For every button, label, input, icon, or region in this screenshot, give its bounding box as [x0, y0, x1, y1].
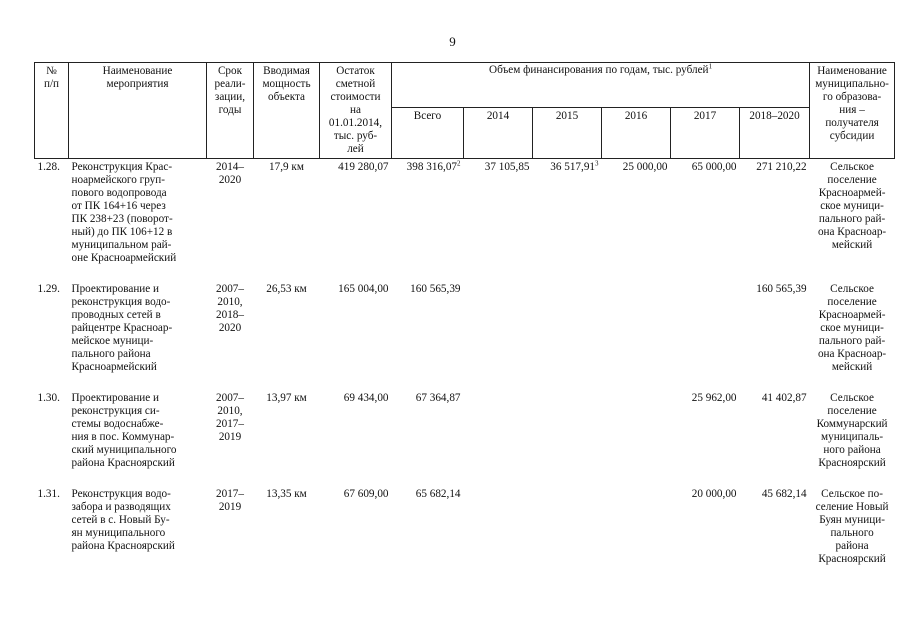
row-term: 2017– 2019 — [216, 488, 244, 513]
header-funding-group: Объем финансирования по годам, тыс. рублей$^1$ — [392, 63, 810, 108]
row-name: Реконструкция водо- забора и разводящих сетей в с. Новый Бу- ян муниципального района Красноярский — [71, 488, 175, 552]
row-capacity: 13,97 км — [266, 392, 307, 404]
row-2018-2020: 41 402,87 — [761, 392, 807, 404]
row-2014 — [464, 277, 533, 386]
row-2017: 20 000,00 — [691, 488, 737, 500]
header-2014: 2014 — [464, 108, 533, 159]
row-term: 2007– 2010, 2018– 2020 — [216, 283, 244, 334]
row-recipient: Сельское поселение Красноармей- ское муници- пального рай- она Красноар- мейский — [817, 283, 887, 373]
row-remainder: 67 609,00 — [343, 488, 389, 500]
row-total: 398 316,07$^2$ — [406, 159, 461, 173]
table-row — [35, 159, 895, 278]
row-recipient: Сельское поселение Красноармей- ское муници- пального рай- она Красноар- мейский — [817, 161, 887, 251]
row-2014: 37 105,85 — [484, 161, 530, 173]
row-remainder: 419 280,07 — [338, 161, 389, 173]
row-capacity: 13,35 км — [266, 488, 307, 500]
header-capacity: Вводимая мощность объекта — [254, 63, 320, 159]
table-row — [35, 482, 895, 578]
row-recipient: Сельское по- селение Новый Буян муници- пального района Красноярский — [815, 488, 889, 565]
table-row — [35, 386, 895, 482]
row-2018-2020: 45 682,14 — [761, 488, 807, 500]
row-name: Реконструкция Крас- ноармейского груп- пового водопровода от ПК 164+16 через ПК 238+23 (поворот- ный) до ПК 106+12 в муниципальном рай- оне Красноармейский — [71, 161, 177, 264]
header-2017: 2017 — [671, 108, 740, 159]
page-number: 9 — [449, 34, 456, 49]
row-total: 65 682,14 — [415, 488, 461, 500]
row-index: 1.28. — [37, 161, 60, 173]
row-2014 — [464, 482, 533, 578]
header-remainder: Остаток сметной стоимости на 01.01.2014, тыс. руб- лей — [320, 63, 392, 159]
row-term: 2007– 2010, 2017– 2019 — [216, 392, 244, 443]
row-2015 — [533, 386, 602, 482]
financing-table — [34, 62, 895, 578]
row-2016 — [602, 386, 671, 482]
row-2015: 36 517,91$^3$ — [550, 159, 599, 173]
row-term: 2014– 2020 — [216, 161, 244, 186]
header-2016: 2016 — [602, 108, 671, 159]
row-index: 1.30. — [37, 392, 60, 404]
row-2018-2020: 271 210,22 — [756, 161, 807, 173]
row-2014 — [464, 386, 533, 482]
row-2016: 25 000,00 — [622, 161, 668, 173]
row-index: 1.31. — [37, 488, 60, 500]
row-name: Проектирование и реконструкция водо- проводных сетей в райцентре Красноар- мейское муници- пального района Красноармейский — [71, 283, 173, 373]
header-name: Наименование мероприятия — [69, 63, 207, 159]
row-2018-2020: 160 565,39 — [756, 283, 807, 295]
row-index: 1.29. — [37, 283, 60, 295]
row-2017 — [671, 277, 740, 386]
header-recipient: Наименование муниципально- го образова- ния – получателя субсидии — [810, 63, 895, 159]
header-num: № п/п — [35, 63, 69, 159]
row-2015 — [533, 482, 602, 578]
row-2016 — [602, 277, 671, 386]
row-total: 160 565,39 — [410, 283, 461, 295]
row-2016 — [602, 482, 671, 578]
header-2018-2020: 2018–2020 — [740, 108, 810, 159]
row-2017: 25 962,00 — [691, 392, 737, 404]
header-total: Всего — [392, 108, 464, 159]
row-total: 67 364,87 — [415, 392, 461, 404]
row-capacity: 26,53 км — [266, 283, 307, 295]
row-remainder: 165 004,00 — [338, 283, 389, 295]
row-recipient: Сельское поселение Коммунарский муниципаль- ного района Красноярский — [816, 392, 888, 469]
row-remainder: 69 434,00 — [343, 392, 389, 404]
footnote-mark: 3 — [595, 159, 599, 168]
row-name: Проектирование и реконструкция си- стемы водоснабже- ния в пос. Коммунар- ский муниципального района Красноярский — [71, 392, 177, 469]
row-capacity: 17,9 км — [269, 161, 304, 173]
header-term: Срок реали- зации, годы — [207, 63, 254, 159]
table-row — [35, 277, 895, 386]
header-2015: 2015 — [533, 108, 602, 159]
row-2017: 65 000,00 — [691, 161, 737, 173]
row-2015 — [533, 277, 602, 386]
footnote-mark: 2 — [457, 159, 461, 168]
footnote-mark: 1 — [708, 62, 713, 71]
